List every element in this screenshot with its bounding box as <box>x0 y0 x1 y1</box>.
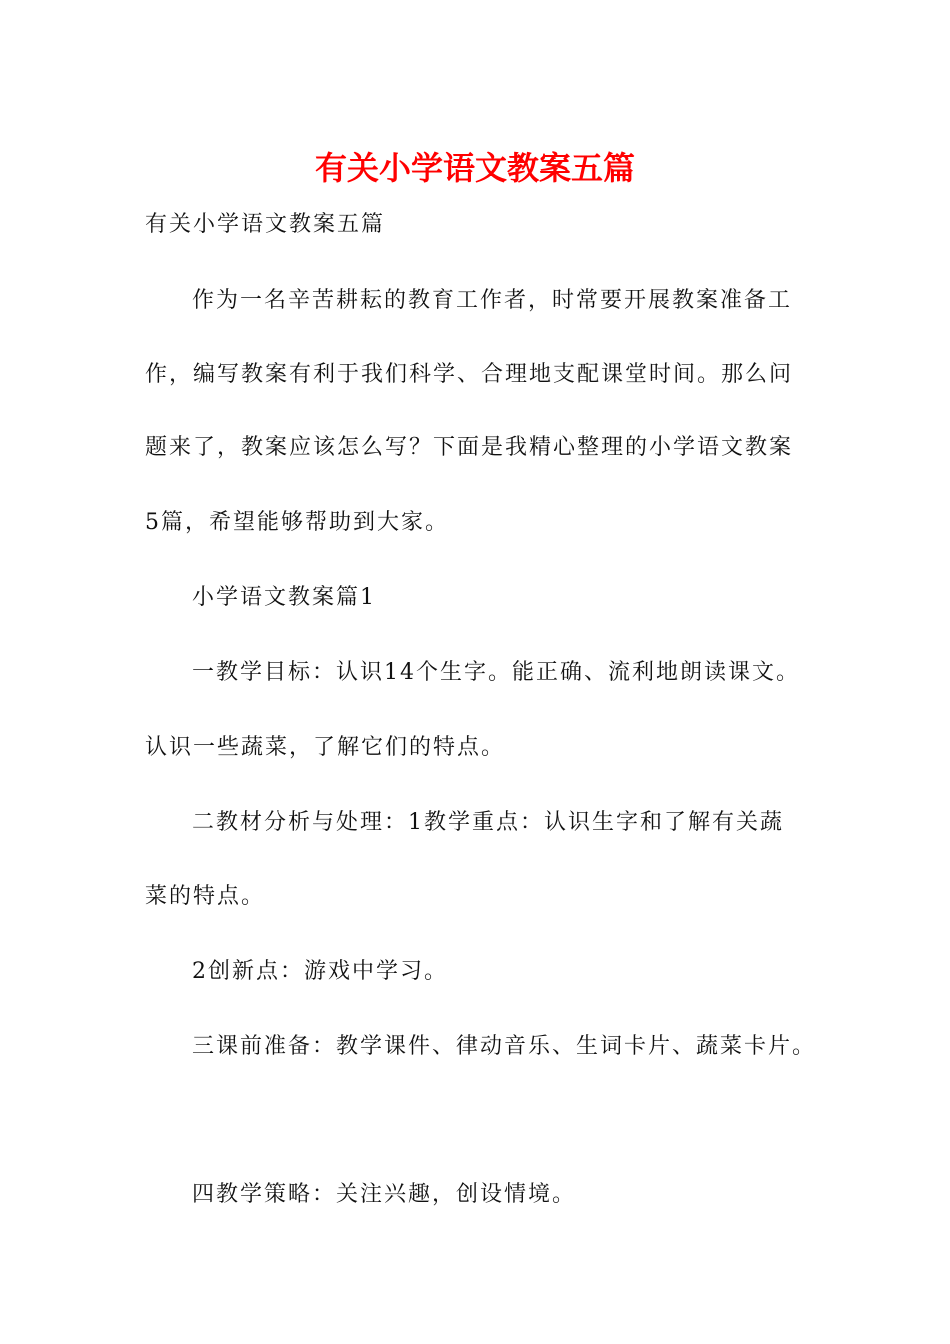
paragraph-line: 三课前准备：教学课件、律动音乐、生词卡片、蔬菜卡片。 <box>192 1034 817 1059</box>
paragraph-line: 题来了，教案应该怎么写？下面是我精心整理的小学语文教案 <box>145 435 794 460</box>
section-heading: 小学语文教案篇1 <box>192 585 376 610</box>
paragraph-line: 作，编写教案有利于我们科学、合理地支配课堂时间。那么问 <box>145 362 794 387</box>
document-title: 有关小学语文教案五篇 <box>314 149 635 187</box>
paragraph-line: 一教学目标：认识14个生字。能正确、流利地朗读课文。 <box>192 660 800 685</box>
paragraph-line: 菜的特点。 <box>145 884 266 909</box>
paragraph-line: 认识一些蔬菜，了解它们的特点。 <box>145 735 506 760</box>
paragraph-line: 二教材分析与处理：1教学重点：认识生字和了解有关蔬 <box>192 810 784 835</box>
paragraph-line: 2创新点：游戏中学习。 <box>192 959 448 984</box>
paragraph-line: 5篇，希望能够帮助到大家。 <box>145 510 449 535</box>
subtitle-line: 有关小学语文教案五篇 <box>145 212 386 237</box>
paragraph-line: 作为一名辛苦耕耘的教育工作者，时常要开展教案准备工 <box>192 288 793 313</box>
paragraph-line: 四教学策略：关注兴趣，创设情境。 <box>192 1182 577 1207</box>
